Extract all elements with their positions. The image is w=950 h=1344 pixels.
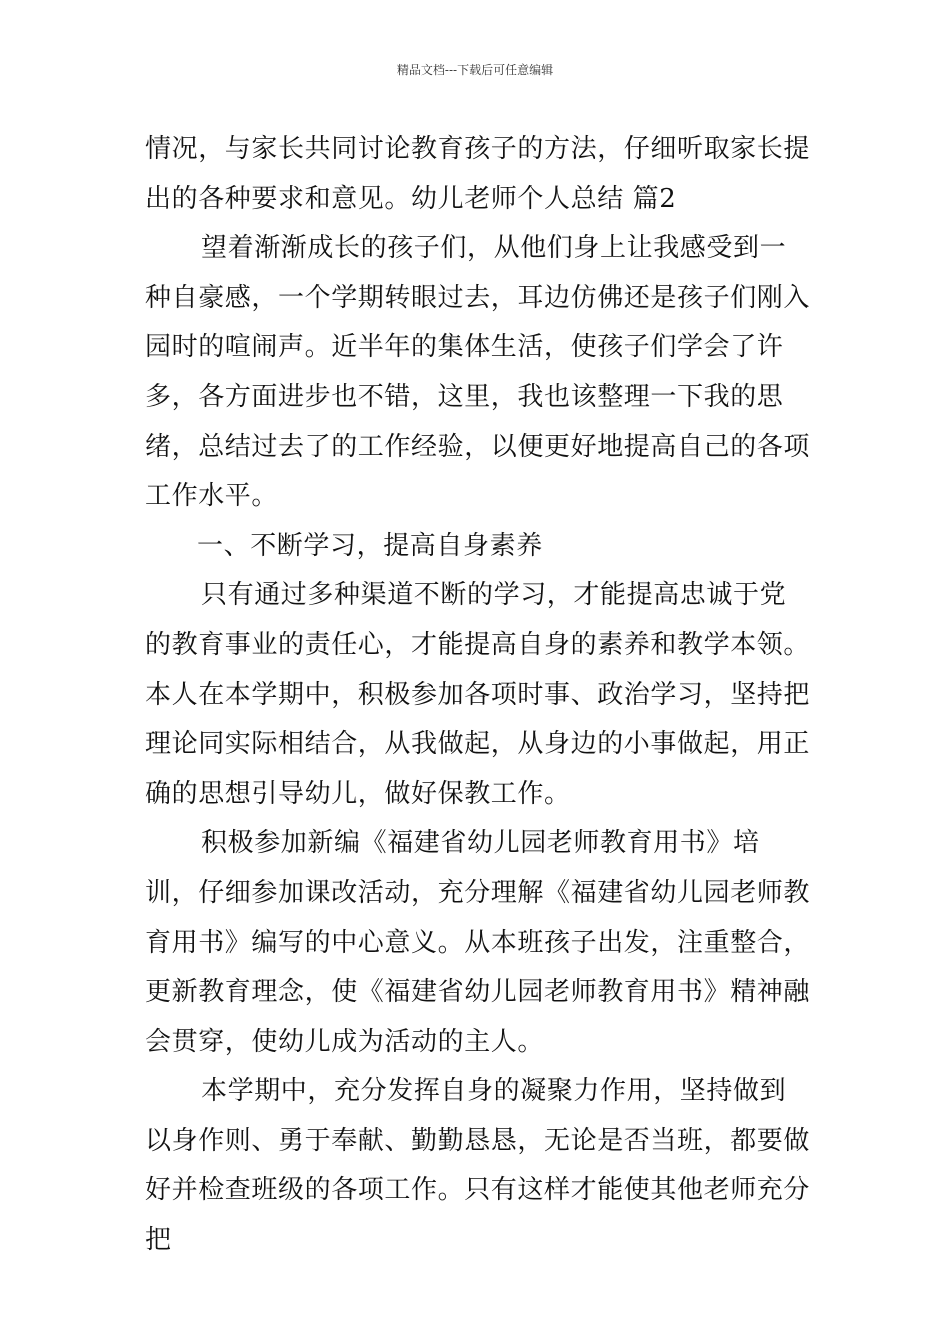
paragraph-2: 望着渐渐成长的孩子们，从他们身上让我感受到一种自豪感，一个学期转眼过去，耳边仿佛还是孩子们刚入园时的喧闹声。近半年的集体生活，使孩子们学会了许多，各方面进步也不错，这里，我也该整理一下我的思绪，总结过去了的工作经验，以便更好地提高自己的各项工作水平。 (145, 233, 811, 512)
paragraph-5: 本学期中，充分发挥自身的凝聚力作用，坚持做到以身作则、勇于奉献、勤勤恳恳，无论是否当班，都要做好并检查班级的各项工作。只有这样才能使其他老师充分把 (145, 1076, 811, 1256)
document-body (145, 125, 810, 1266)
paragraph-4: 积极参加新编《福建省幼儿园老师教育用书》培训，仔细参加课改活动，充分理解《福建省幼儿园老师教育用书》编写的中心意义。从本班孩子出发，注重整合，更新教育理念，使《福建省幼儿园老师教育用书》精神融会贯穿，使幼儿成为活动的主人。 (145, 828, 811, 1057)
paragraph-3: 只有通过多种渠道不断的学习，才能提高忠诚于党的教育事业的责任心，才能提高自身的素养和教学本领。本人在本学期中，积极参加各项时事、政治学习，坚持把理论同实际相结合，从我做起，从身边的小事做起，用正确的思想引导幼儿，做好保教工作。 (145, 580, 811, 809)
paragraph-1: 情况，与家长共同讨论教育孩子的方法，仔细听取家长提出的各种要求和意见。幼儿老师个人总结 篇2 (145, 134, 811, 214)
page-header: 精品文档---下载后可任意编辑 (396, 63, 554, 77)
section-heading-1: 一、不断学习，提高自身素养 (197, 530, 543, 561)
